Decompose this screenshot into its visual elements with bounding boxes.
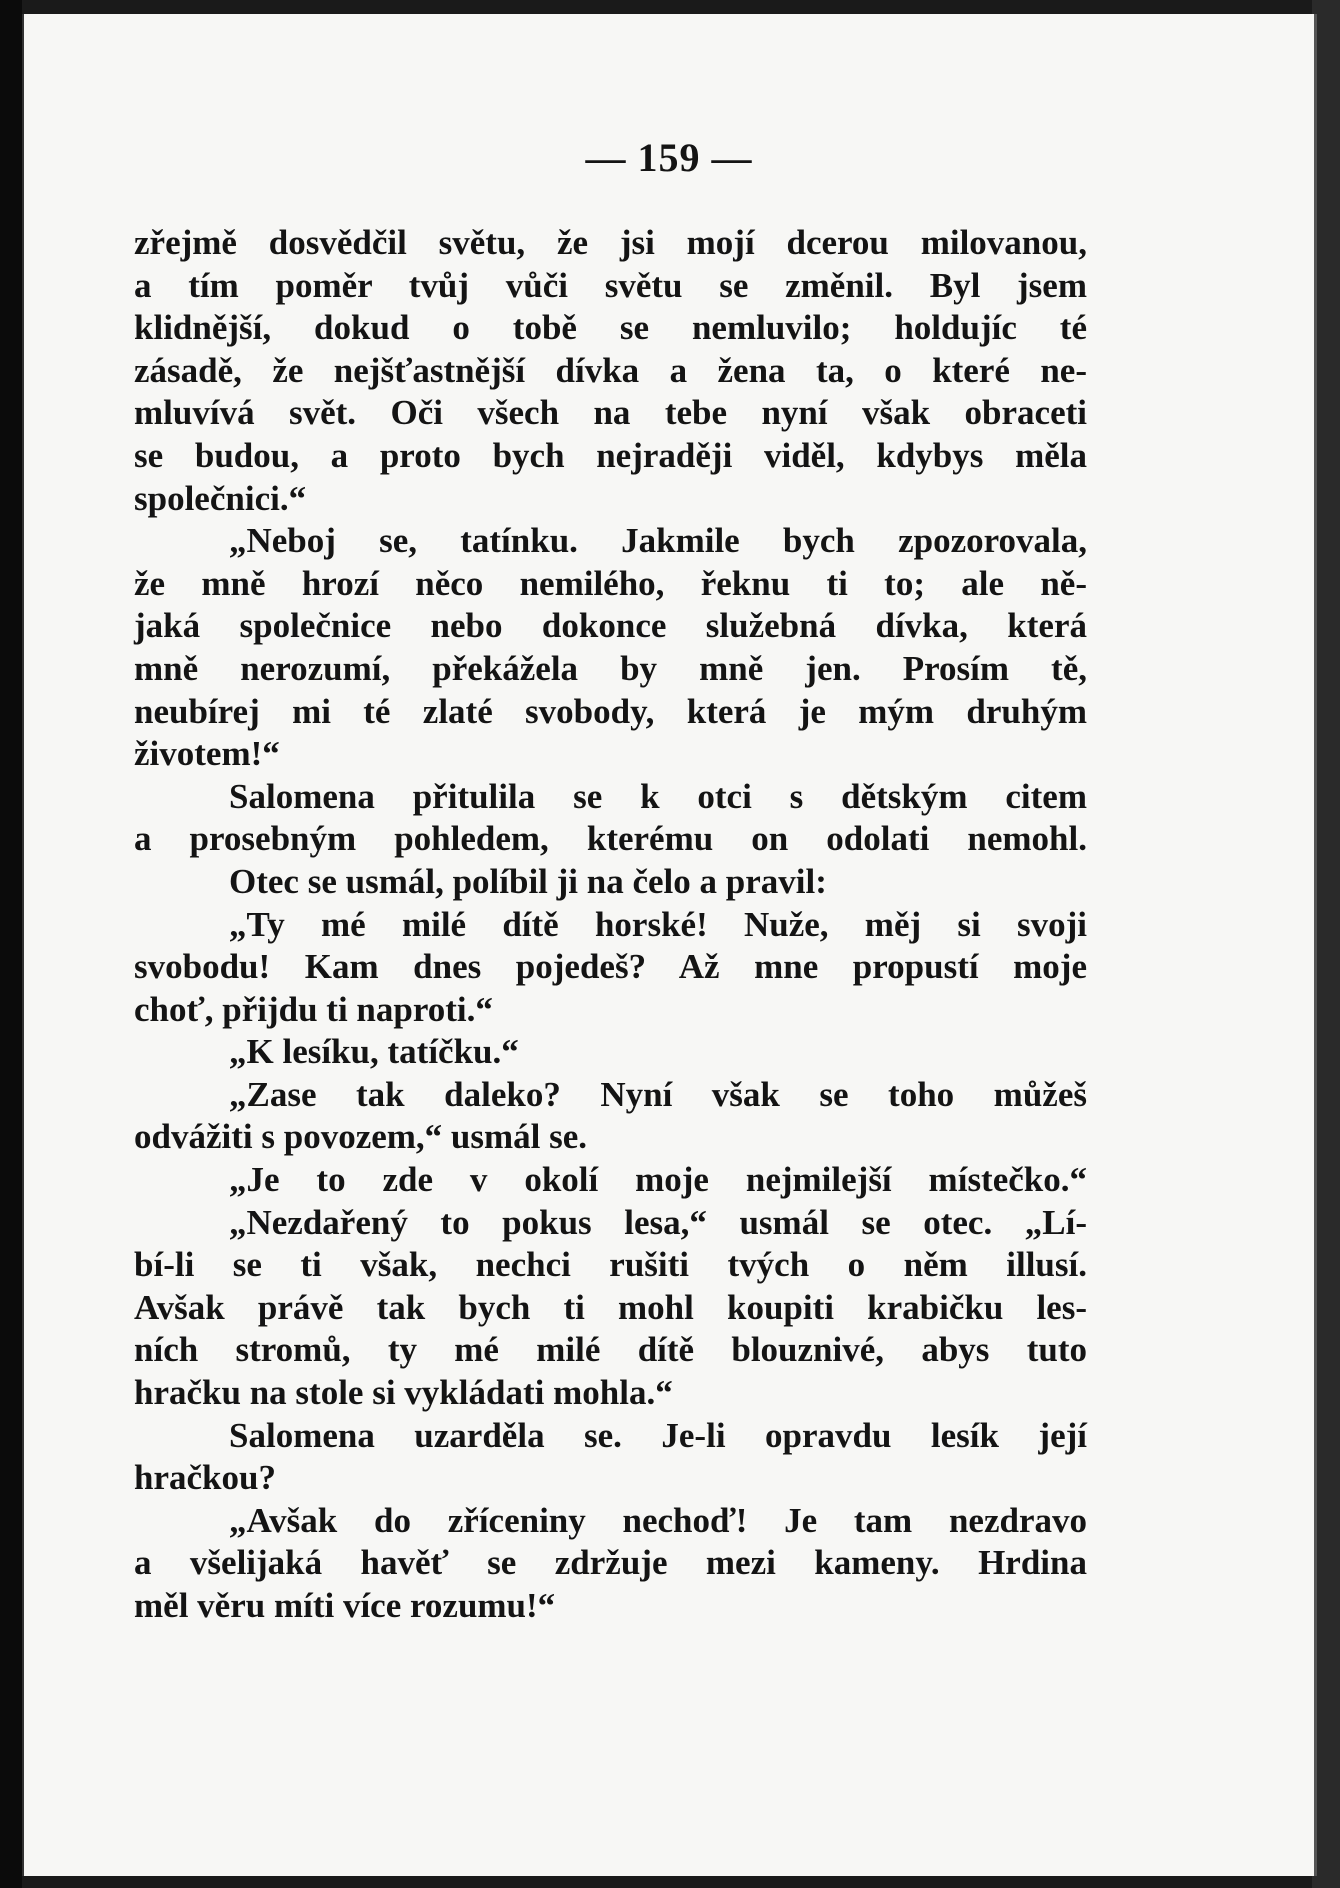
text-line: bí-li se ti však, nechci rušiti tvých o něm illusí.	[134, 1245, 1087, 1285]
text-line: „Neboj se, tatínku. Jakmile bych zpozorovala,	[229, 521, 1087, 561]
text-line: mluvívá svět. Oči všech na tebe nyní však obraceti	[134, 393, 1087, 433]
text-line: zřejmě dosvědčil světu, že jsi mojí dcerou milovanou,	[134, 223, 1087, 262]
text-line: Salomena uzarděla se. Je-li opravdu lesík její	[229, 1415, 1087, 1455]
text-line: a prosebným pohledem, kterému on odolati nemohl.	[134, 819, 1087, 859]
text-line: Avšak právě tak bych ti mohl koupiti krabičku les-	[134, 1287, 1087, 1327]
text-line: „Nezdařený to pokus lesa,“ usmál se otec. „Lí-	[229, 1202, 1087, 1242]
text-line: klidnější, dokud o tobě se nemluvilo; holdujíc té	[134, 308, 1087, 348]
book-page	[22, 14, 1317, 1876]
text-line: „Ty mé milé dítě horské! Nuže, měj si svoji	[229, 904, 1087, 944]
text-line: a tím poměr tvůj vůči světu se změnil. Byl jsem	[134, 265, 1087, 305]
text-line: hračku na stole si vykládati mohla.“	[134, 1373, 673, 1413]
text-line: společnici.“	[134, 478, 307, 518]
text-line: životem!“	[134, 734, 280, 774]
text-line: jaká společnice nebo dokonce služebná dívka, která	[134, 606, 1087, 646]
text-line: měl věru míti více rozumu!“	[134, 1586, 556, 1625]
body-text	[134, 222, 1087, 1628]
text-line: neubírej mi té zlaté svobody, která je mým druhým	[134, 691, 1087, 731]
text-line: mně nerozumí, překážela by mně jen. Prosím tě,	[134, 648, 1087, 688]
text-line: a všelijaká havěť se zdržuje mezi kameny. Hrdina	[134, 1543, 1087, 1583]
text-line: „Je to zde v okolí moje nejmilejší místečko.“	[229, 1160, 1087, 1200]
text-line: Salomena přitulila se k otci s dětským citem	[229, 776, 1087, 816]
book-spine-shadow	[0, 0, 22, 1888]
text-line: svobodu! Kam dnes pojedeš? Až mne propustí moje	[134, 947, 1087, 987]
text-line: zásadě, že nejšťastnější dívka a žena ta, o které ne-	[134, 350, 1087, 390]
page-number: — 159 —	[585, 135, 753, 180]
text-line: ních stromů, ty mé milé dítě blouznivé, abys tuto	[134, 1330, 1087, 1370]
text-line: hračkou?	[134, 1458, 276, 1498]
text-line: odvážiti s povozem,“ usmál se.	[134, 1117, 588, 1157]
text-line: že mně hrozí něco nemilého, řeknu ti to; ale ně-	[134, 563, 1087, 603]
text-line: „Zase tak daleko? Nyní však se toho můžeš	[229, 1074, 1087, 1114]
text-line: choť, přijdu ti naproti.“	[134, 989, 493, 1029]
text-line: Otec se usmál, políbil ji na čelo a pravil:	[229, 861, 827, 901]
text-line: „Avšak do zříceniny nechoď! Je tam nezdravo	[229, 1500, 1087, 1540]
text-line: „K lesíku, tatíčku.“	[229, 1032, 519, 1072]
text-line: se budou, a proto bych nejraději viděl, kdybys měla	[134, 435, 1087, 475]
